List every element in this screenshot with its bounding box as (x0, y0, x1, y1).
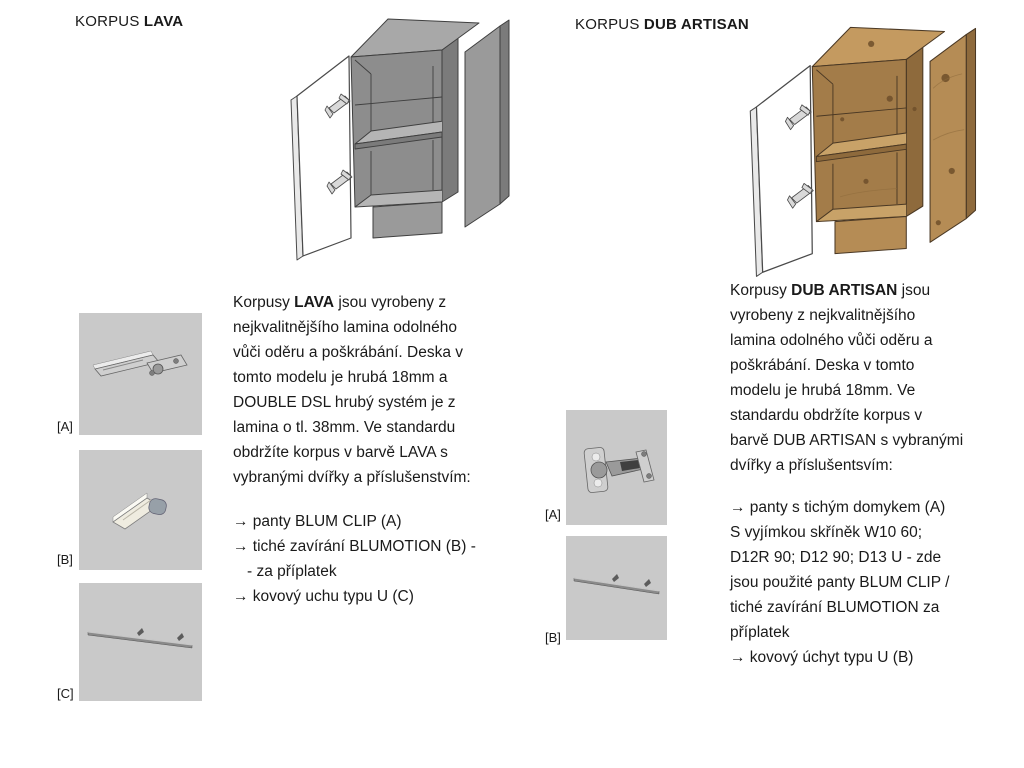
title-prefix: KORPUS (575, 16, 644, 33)
feature-item: → panty BLUM CLIP (A) (233, 513, 402, 530)
feature-item: → kovový uchu typu U (C) (233, 588, 414, 605)
cabinet-door (756, 66, 812, 273)
carcass-top (812, 27, 944, 66)
carcass-top (351, 19, 479, 57)
blumotion-damper-icon (79, 450, 202, 570)
text-line: standardu obdržíte korpus v (730, 407, 923, 424)
feature-item: příplatek (730, 624, 790, 641)
component-label: [A] (545, 507, 561, 522)
plinth (373, 202, 442, 238)
text-line: tomto modelu je hrubá 18mm a (233, 369, 448, 386)
text-line: lamina odolného vůči oděru a (730, 332, 933, 349)
cabinet-door (297, 56, 351, 256)
component-image-handle (79, 583, 202, 701)
text-line: vyrobeny z nejkvalitnějšího (730, 307, 916, 324)
panel-edge (966, 28, 975, 218)
title-prefix: KORPUS (75, 13, 144, 30)
component-label: [C] (57, 686, 74, 701)
section-title-lava (75, 13, 183, 30)
feature-item: S vyjímkou skříněk W10 60; (730, 524, 923, 541)
text-line: vybranými dvířky a příslušenstvím: (233, 469, 471, 486)
text-line: nejkvalitnějšího lamina odolného (233, 319, 458, 336)
component-label: [B] (57, 552, 73, 567)
text-line: vůči oděru a poškrábání. Deska v (233, 344, 464, 361)
side-panel (465, 26, 500, 227)
cabinet-illustration-dub-artisan (742, 16, 990, 272)
feature-item: tiché zavírání BLUMOTION za (730, 599, 940, 616)
text-line: barvě DUB ARTISAN s vybranými (730, 432, 964, 449)
text-line: modelu je hrubá 18mm. Ve (730, 382, 916, 399)
carcass-side (442, 38, 458, 202)
component-image-hinge (79, 313, 202, 435)
u-handle-icon (79, 583, 202, 701)
title-brand: DUB ARTISAN (643, 16, 749, 33)
component-image-soft-close-hinge (566, 410, 667, 525)
text-line: poškrábání. Deska v tomto (730, 357, 915, 374)
carcass-side (906, 47, 923, 216)
feature-item: → tiché zavírání BLUMOTION (B) - (233, 538, 476, 555)
plinth (835, 216, 906, 253)
feature-item: jsou použité panty BLUM CLIP / (730, 574, 950, 591)
u-handle-icon (566, 536, 667, 640)
feature-item: - za příplatek (247, 563, 337, 580)
cabinet-illustration-lava (283, 8, 523, 270)
description-lava (233, 290, 525, 609)
blum-clip-hinge-icon (79, 313, 202, 435)
feature-item: → kovový úchyt typu U (B) (730, 649, 914, 666)
feature-list-dub-artisan (730, 495, 970, 670)
text-line: Korpusy LAVA jsou vyrobeny z (233, 294, 447, 311)
text-line: obdržíte korpus v barvě LAVA s (233, 444, 448, 461)
title-brand: LAVA (143, 13, 184, 30)
cabinet-drawing-lava (283, 8, 523, 268)
text-line: lamina o tl. 38mm. Ve standardu (233, 419, 456, 436)
panel-edge (500, 20, 509, 204)
feature-list-lava (233, 509, 525, 609)
section-title-dub-artisan (575, 16, 749, 33)
text-line: DOUBLE DSL hrubý systém je z (233, 394, 456, 411)
component-image-handle (566, 536, 667, 640)
feature-item: D12R 90; D12 90; D13 U - zde (730, 549, 942, 566)
text-line: dvířky a příslušentsvím: (730, 457, 893, 474)
component-label: [B] (545, 630, 561, 645)
cabinet-drawing-dub-artisan (742, 16, 990, 285)
soft-close-hinge-icon (566, 410, 667, 525)
feature-item: → panty s tichým domykem (A) (730, 499, 946, 516)
description-dub-artisan (730, 278, 970, 670)
component-image-damper (79, 450, 202, 570)
text-line: Korpusy DUB ARTISAN jsou (730, 282, 931, 299)
component-label: [A] (57, 419, 73, 434)
